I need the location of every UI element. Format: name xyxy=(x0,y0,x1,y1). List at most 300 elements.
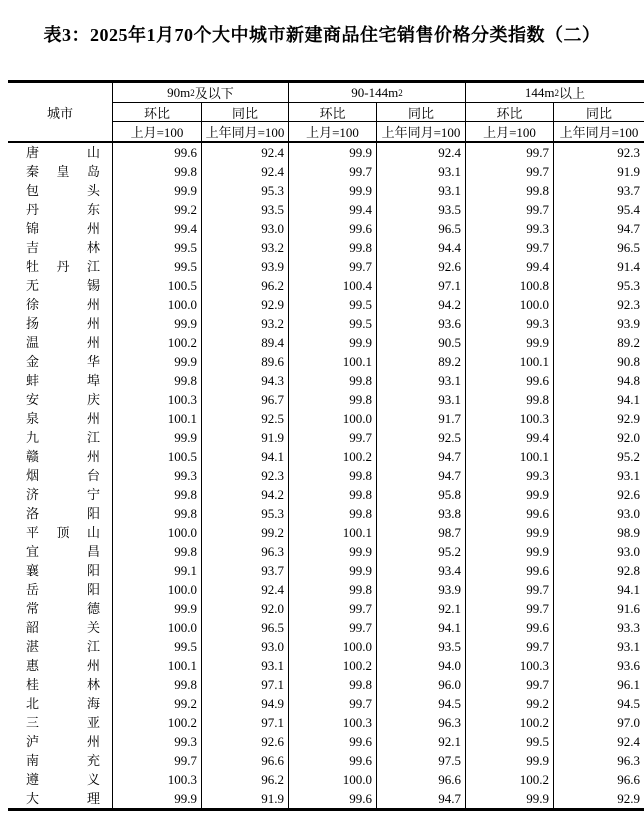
value-cell: 99.8 xyxy=(289,390,377,409)
value-cell: 100.5 xyxy=(113,447,202,466)
value-cell: 98.9 xyxy=(617,525,640,540)
value-cell: 93.2 xyxy=(202,238,289,257)
value-cell: 93.1 xyxy=(377,162,466,181)
value-cell: 99.3 xyxy=(113,732,202,751)
value-cell: 93.8 xyxy=(377,504,466,523)
value-cell: 95.3 xyxy=(202,504,289,523)
value-cell: 96.5 xyxy=(202,618,289,637)
value-cell: 99.9 xyxy=(289,333,377,352)
value-cell: 100.1 xyxy=(113,656,202,675)
value-cell: 96.3 xyxy=(617,753,640,768)
value-cell: 92.6 xyxy=(202,732,289,751)
city-name: 烟 台 xyxy=(8,466,113,485)
value-cell: 99.9 xyxy=(289,561,377,580)
city-name: 蚌 埠 xyxy=(8,371,113,390)
group-label: 144m xyxy=(524,84,555,100)
city-name: 韶 关 xyxy=(8,618,113,637)
value-cell: 93.9 xyxy=(202,257,289,276)
table-row xyxy=(8,352,644,371)
value-cell: 93.6 xyxy=(377,314,466,333)
value-cell: 100.2 xyxy=(289,656,377,675)
value-cell: 93.3 xyxy=(617,620,640,635)
value-cell: 99.7 xyxy=(466,200,554,219)
value-cell: 99.8 xyxy=(113,504,202,523)
value-cell: 99.9 xyxy=(466,333,554,352)
value-cell: 97.1 xyxy=(377,276,466,295)
value-cell: 92.3 xyxy=(617,145,640,160)
value-cell: 94.7 xyxy=(377,447,466,466)
value-cell: 94.2 xyxy=(377,295,466,314)
value-cell: 99.9 xyxy=(113,181,202,200)
value-cell: 100.4 xyxy=(289,276,377,295)
table-row xyxy=(8,618,644,637)
group-label-suffix: 及以下 xyxy=(194,86,234,101)
table-row xyxy=(8,675,644,694)
table-row xyxy=(8,789,644,808)
table-row xyxy=(8,409,644,428)
value-cell: 96.0 xyxy=(377,675,466,694)
value-cell: 99.5 xyxy=(113,257,202,276)
value-cell: 99.2 xyxy=(113,200,202,219)
value-cell: 93.7 xyxy=(202,561,289,580)
table-row xyxy=(8,542,644,561)
city-name: 唐 山 xyxy=(8,143,113,162)
value-cell: 91.9 xyxy=(617,164,640,179)
city-name: 温 州 xyxy=(8,333,113,352)
value-cell: 95.4 xyxy=(617,202,640,217)
table-row xyxy=(8,713,644,732)
value-cell: 99.8 xyxy=(289,238,377,257)
value-cell: 94.3 xyxy=(202,371,289,390)
value-cell: 95.3 xyxy=(202,181,289,200)
value-cell: 92.4 xyxy=(202,162,289,181)
value-cell: 93.5 xyxy=(377,200,466,219)
value-cell: 94.1 xyxy=(377,618,466,637)
group-label: 90-144m xyxy=(351,84,399,100)
city-name: 徐 州 xyxy=(8,295,113,314)
city-name: 襄 阳 xyxy=(8,561,113,580)
value-cell: 99.8 xyxy=(289,371,377,390)
value-cell: 93.6 xyxy=(617,658,640,673)
col-header-mom: 环比 xyxy=(466,103,554,122)
value-cell: 100.3 xyxy=(466,409,554,428)
value-cell: 99.6 xyxy=(113,143,202,162)
value-cell: 99.7 xyxy=(466,675,554,694)
value-cell: 92.1 xyxy=(377,599,466,618)
value-cell: 99.8 xyxy=(113,162,202,181)
value-cell: 99.8 xyxy=(289,675,377,694)
value-cell: 99.6 xyxy=(289,751,377,770)
col-group-90-and-below: 90m 2 及以下 xyxy=(113,83,289,103)
table-row xyxy=(8,333,644,352)
table-row xyxy=(8,504,644,523)
value-cell: 92.6 xyxy=(617,487,640,502)
value-cell: 99.7 xyxy=(466,599,554,618)
table-row xyxy=(8,523,644,542)
value-cell: 96.5 xyxy=(377,219,466,238)
value-cell: 92.9 xyxy=(617,411,640,426)
value-cell: 89.4 xyxy=(202,333,289,352)
table-row xyxy=(8,580,644,599)
value-cell: 94.7 xyxy=(377,789,466,808)
value-cell: 99.1 xyxy=(113,561,202,580)
city-name: 锦 州 xyxy=(8,219,113,238)
value-cell: 94.8 xyxy=(617,373,640,388)
value-cell: 99.9 xyxy=(466,523,554,542)
city-name: 岳 阳 xyxy=(8,580,113,599)
value-cell: 92.5 xyxy=(202,409,289,428)
value-cell: 94.1 xyxy=(202,447,289,466)
price-index-table xyxy=(8,80,644,811)
table-row xyxy=(8,770,644,789)
value-cell: 93.5 xyxy=(202,200,289,219)
value-cell: 99.4 xyxy=(113,219,202,238)
value-cell: 94.4 xyxy=(377,238,466,257)
value-cell: 97.0 xyxy=(617,715,640,730)
value-cell: 99.9 xyxy=(289,181,377,200)
value-cell: 100.3 xyxy=(113,770,202,789)
value-cell: 93.0 xyxy=(617,506,640,521)
value-cell: 99.7 xyxy=(289,162,377,181)
value-cell: 99.4 xyxy=(466,257,554,276)
col-base-prev-month: 上月=100 xyxy=(113,122,202,141)
value-cell: 99.7 xyxy=(289,599,377,618)
value-cell: 99.9 xyxy=(113,789,202,808)
value-cell: 93.2 xyxy=(202,314,289,333)
value-cell: 99.3 xyxy=(466,219,554,238)
table-row xyxy=(8,200,644,219)
value-cell: 92.3 xyxy=(617,297,640,312)
col-header-mom: 环比 xyxy=(289,103,377,122)
value-cell: 92.0 xyxy=(617,430,640,445)
value-cell: 89.6 xyxy=(202,352,289,371)
value-cell: 99.2 xyxy=(202,523,289,542)
value-cell: 99.3 xyxy=(466,466,554,485)
value-cell: 94.5 xyxy=(377,694,466,713)
value-cell: 100.2 xyxy=(289,447,377,466)
table-row xyxy=(8,162,644,181)
value-cell: 96.2 xyxy=(202,770,289,789)
value-cell: 99.4 xyxy=(289,200,377,219)
value-cell: 99.3 xyxy=(113,466,202,485)
city-name: 金 华 xyxy=(8,352,113,371)
value-cell: 91.9 xyxy=(202,428,289,447)
value-cell: 95.8 xyxy=(377,485,466,504)
table-row xyxy=(8,295,644,314)
value-cell: 100.3 xyxy=(113,390,202,409)
value-cell: 91.7 xyxy=(377,409,466,428)
value-cell: 99.7 xyxy=(289,694,377,713)
city-name: 大 理 xyxy=(8,789,113,808)
value-cell: 100.0 xyxy=(113,295,202,314)
value-cell: 99.6 xyxy=(466,561,554,580)
value-cell: 96.3 xyxy=(202,542,289,561)
table-row xyxy=(8,751,644,770)
table-row xyxy=(8,561,644,580)
col-base-prev-year: 上年同月=100 xyxy=(202,122,289,141)
table-row xyxy=(8,466,644,485)
city-name: 牡 丹 江 xyxy=(8,257,113,276)
value-cell: 99.7 xyxy=(466,580,554,599)
value-cell: 100.0 xyxy=(113,523,202,542)
value-cell: 99.7 xyxy=(289,618,377,637)
value-cell: 93.0 xyxy=(202,637,289,656)
table-row xyxy=(8,219,644,238)
value-cell: 99.9 xyxy=(466,542,554,561)
city-name: 九 江 xyxy=(8,428,113,447)
value-cell: 93.1 xyxy=(377,181,466,200)
table-row xyxy=(8,599,644,618)
value-cell: 100.2 xyxy=(466,770,554,789)
value-cell: 99.8 xyxy=(113,371,202,390)
table-row xyxy=(8,428,644,447)
table-body xyxy=(8,143,644,811)
value-cell: 99.9 xyxy=(466,485,554,504)
city-name: 包 头 xyxy=(8,181,113,200)
value-cell: 93.1 xyxy=(617,639,640,654)
city-name: 遵 义 xyxy=(8,770,113,789)
value-cell: 99.7 xyxy=(466,637,554,656)
value-cell: 91.9 xyxy=(202,789,289,808)
value-cell: 100.0 xyxy=(466,295,554,314)
value-cell: 100.2 xyxy=(466,713,554,732)
value-cell: 93.1 xyxy=(617,468,640,483)
value-cell: 99.5 xyxy=(289,295,377,314)
value-cell: 95.2 xyxy=(617,449,640,464)
value-cell: 93.1 xyxy=(202,656,289,675)
col-base-prev-month: 上月=100 xyxy=(289,122,377,141)
city-name: 安 庆 xyxy=(8,390,113,409)
value-cell: 94.9 xyxy=(202,694,289,713)
value-cell: 99.6 xyxy=(466,618,554,637)
value-cell: 99.7 xyxy=(466,238,554,257)
col-header-yoy: 同比 xyxy=(202,103,289,122)
col-header-city: 城市 xyxy=(8,83,113,141)
city-name: 湛 江 xyxy=(8,637,113,656)
city-name: 三 亚 xyxy=(8,713,113,732)
value-cell: 99.4 xyxy=(466,428,554,447)
value-cell: 90.8 xyxy=(617,354,640,369)
col-header-mom: 环比 xyxy=(113,103,202,122)
value-cell: 100.0 xyxy=(289,409,377,428)
value-cell: 99.7 xyxy=(289,257,377,276)
value-cell: 100.0 xyxy=(289,770,377,789)
value-cell: 100.3 xyxy=(466,656,554,675)
table-row xyxy=(8,732,644,751)
value-cell: 92.5 xyxy=(377,428,466,447)
col-group-90-144: 90-144m 2 xyxy=(289,83,466,103)
value-cell: 93.4 xyxy=(377,561,466,580)
value-cell: 92.9 xyxy=(617,791,640,806)
value-cell: 94.1 xyxy=(617,582,640,597)
value-cell: 96.6 xyxy=(202,751,289,770)
value-cell: 89.2 xyxy=(617,335,640,350)
value-cell: 100.2 xyxy=(113,333,202,352)
value-cell: 99.9 xyxy=(113,428,202,447)
value-cell: 91.6 xyxy=(617,601,640,616)
value-cell: 99.9 xyxy=(113,599,202,618)
value-cell: 99.5 xyxy=(113,238,202,257)
value-cell: 99.9 xyxy=(289,542,377,561)
value-cell: 96.1 xyxy=(617,677,640,692)
table-row xyxy=(8,143,644,162)
value-cell: 99.6 xyxy=(466,371,554,390)
value-cell: 99.7 xyxy=(289,428,377,447)
value-cell: 99.6 xyxy=(289,732,377,751)
city-name: 扬 州 xyxy=(8,314,113,333)
value-cell: 94.5 xyxy=(617,696,640,711)
city-name: 泉 州 xyxy=(8,409,113,428)
col-base-prev-year: 上年同月=100 xyxy=(559,125,639,140)
value-cell: 92.8 xyxy=(617,563,640,578)
city-name: 北 海 xyxy=(8,694,113,713)
table-row xyxy=(8,371,644,390)
value-cell: 100.1 xyxy=(289,352,377,371)
value-cell: 96.2 xyxy=(202,276,289,295)
value-cell: 93.0 xyxy=(202,219,289,238)
city-name: 泸 州 xyxy=(8,732,113,751)
page-title: 表3：2025年1月70个大中城市新建商品住宅销售价格分类指数（二） xyxy=(43,25,601,45)
city-name: 南 充 xyxy=(8,751,113,770)
value-cell: 93.9 xyxy=(377,580,466,599)
table-row xyxy=(8,276,644,295)
value-cell: 94.1 xyxy=(617,392,640,407)
value-cell: 93.5 xyxy=(377,637,466,656)
group-label-suffix: 以上 xyxy=(559,86,586,101)
value-cell: 94.2 xyxy=(202,485,289,504)
value-cell: 93.1 xyxy=(377,390,466,409)
table-header xyxy=(8,80,644,143)
col-header-yoy: 同比 xyxy=(377,103,466,122)
value-cell: 93.0 xyxy=(617,544,640,559)
value-cell: 100.3 xyxy=(289,713,377,732)
value-cell: 99.9 xyxy=(113,314,202,333)
city-name: 无 锡 xyxy=(8,276,113,295)
value-cell: 99.9 xyxy=(466,751,554,770)
value-cell: 99.3 xyxy=(466,314,554,333)
value-cell: 100.0 xyxy=(113,580,202,599)
value-cell: 100.8 xyxy=(466,276,554,295)
value-cell: 97.1 xyxy=(202,713,289,732)
value-cell: 91.4 xyxy=(617,259,640,274)
table-row xyxy=(8,485,644,504)
city-name: 洛 阳 xyxy=(8,504,113,523)
value-cell: 94.7 xyxy=(377,466,466,485)
col-group-144-above: 144m 2 以上 xyxy=(466,83,644,103)
city-name: 桂 林 xyxy=(8,675,113,694)
value-cell: 99.6 xyxy=(466,504,554,523)
value-cell: 100.1 xyxy=(466,352,554,371)
table-row xyxy=(8,314,644,333)
value-cell: 89.2 xyxy=(377,352,466,371)
value-cell: 99.8 xyxy=(113,675,202,694)
city-name: 丹 东 xyxy=(8,200,113,219)
value-cell: 97.1 xyxy=(202,675,289,694)
value-cell: 99.5 xyxy=(113,637,202,656)
value-cell: 99.9 xyxy=(289,143,377,162)
value-cell: 97.5 xyxy=(377,751,466,770)
value-cell: 99.7 xyxy=(466,143,554,162)
value-cell: 99.6 xyxy=(289,789,377,808)
value-cell: 99.7 xyxy=(113,751,202,770)
value-cell: 94.0 xyxy=(377,656,466,675)
value-cell: 96.6 xyxy=(617,772,640,787)
value-cell: 96.3 xyxy=(377,713,466,732)
table-row xyxy=(8,447,644,466)
value-cell: 99.8 xyxy=(466,390,554,409)
value-cell: 99.9 xyxy=(466,789,554,808)
value-cell: 100.0 xyxy=(289,637,377,656)
value-cell: 94.7 xyxy=(617,221,640,236)
city-name: 宜 昌 xyxy=(8,542,113,561)
value-cell: 96.5 xyxy=(617,240,640,255)
value-cell: 99.8 xyxy=(289,580,377,599)
table-row xyxy=(8,637,644,656)
value-cell: 92.3 xyxy=(202,466,289,485)
value-cell: 99.6 xyxy=(289,219,377,238)
city-name: 吉 林 xyxy=(8,238,113,257)
value-cell: 99.2 xyxy=(466,694,554,713)
value-cell: 99.8 xyxy=(289,504,377,523)
value-cell: 92.4 xyxy=(377,143,466,162)
value-cell: 100.0 xyxy=(113,618,202,637)
value-cell: 95.3 xyxy=(617,278,640,293)
value-cell: 99.5 xyxy=(466,732,554,751)
value-cell: 92.9 xyxy=(202,295,289,314)
value-cell: 99.8 xyxy=(289,485,377,504)
value-cell: 92.4 xyxy=(617,734,640,749)
city-name: 济 宁 xyxy=(8,485,113,504)
value-cell: 93.1 xyxy=(377,371,466,390)
value-cell: 92.0 xyxy=(202,599,289,618)
table-row xyxy=(8,181,644,200)
value-cell: 92.4 xyxy=(202,143,289,162)
value-cell: 99.8 xyxy=(113,485,202,504)
value-cell: 100.1 xyxy=(466,447,554,466)
value-cell: 90.5 xyxy=(377,333,466,352)
table-row xyxy=(8,694,644,713)
city-name: 赣 州 xyxy=(8,447,113,466)
value-cell: 99.2 xyxy=(113,694,202,713)
city-name: 常 德 xyxy=(8,599,113,618)
table-row xyxy=(8,257,644,276)
col-base-prev-month: 上月=100 xyxy=(466,122,554,141)
table-row xyxy=(8,238,644,257)
col-base-prev-year: 上年同月=100 xyxy=(377,122,466,141)
value-cell: 95.2 xyxy=(377,542,466,561)
value-cell: 98.7 xyxy=(377,523,466,542)
value-cell: 99.7 xyxy=(466,162,554,181)
value-cell: 93.7 xyxy=(617,183,640,198)
value-cell: 100.2 xyxy=(113,713,202,732)
value-cell: 99.5 xyxy=(289,314,377,333)
value-cell: 93.9 xyxy=(617,316,640,331)
city-name: 惠 州 xyxy=(8,656,113,675)
value-cell: 100.1 xyxy=(289,523,377,542)
group-label: 90m xyxy=(167,84,191,100)
value-cell: 92.4 xyxy=(202,580,289,599)
value-cell: 100.5 xyxy=(113,276,202,295)
table-row xyxy=(8,656,644,675)
value-cell: 92.1 xyxy=(377,732,466,751)
city-name: 平 顶 山 xyxy=(8,523,113,542)
value-cell: 99.8 xyxy=(466,181,554,200)
table-row xyxy=(8,390,644,409)
city-name: 秦 皇 岛 xyxy=(8,162,113,181)
value-cell: 92.6 xyxy=(377,257,466,276)
value-cell: 96.7 xyxy=(202,390,289,409)
value-cell: 99.8 xyxy=(289,466,377,485)
